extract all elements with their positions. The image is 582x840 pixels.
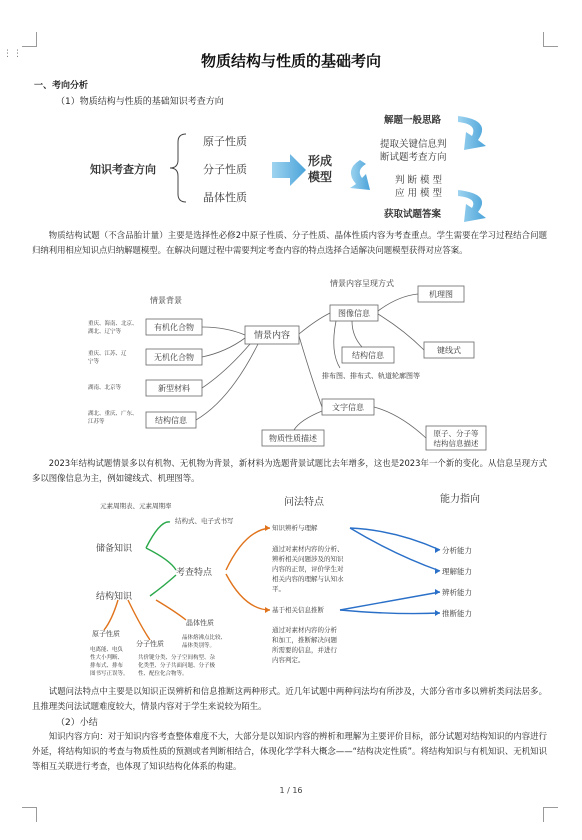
get-answer-heading: 获取试题答案	[384, 209, 442, 220]
molecule-property-node: 分子性质	[136, 640, 164, 648]
model-label-line1: 形成	[308, 154, 333, 168]
molecule-desc-line: 共价键分类、分子空间构型、杂	[138, 655, 216, 661]
scenario-content-center-node: 情景内容	[253, 331, 291, 341]
ability-direction-header: 能力指向	[440, 494, 480, 505]
info-inference-node: 基于相关信息推断	[272, 606, 324, 614]
q1-desc-line: 相关内容的理解与认知水	[272, 575, 344, 583]
region-text: 宁等	[88, 359, 100, 365]
subsection-heading: （1）物质结构与性质的基础知识考查方向	[56, 97, 224, 107]
inorganic-compound-node: 无机化合物	[154, 353, 194, 362]
region-text: 江苏等	[88, 419, 105, 425]
atom-desc-line: 排布式、排布	[90, 663, 124, 669]
q1-desc-line: 通过对素材内容的分析、	[272, 545, 344, 553]
atom-desc-line: 图书写正误等。	[90, 671, 129, 677]
question-features-header: 问法特点	[284, 497, 324, 508]
page-title: 物质结构与性质的基础考向	[200, 52, 381, 70]
molecule-property-item: 分子性质	[203, 163, 247, 176]
region-text: 重庆、海南、北京、	[88, 321, 138, 327]
scenario-background-header: 情景背景	[150, 296, 182, 305]
q2-desc-line: 通过对素材内容的分析	[272, 626, 337, 634]
crystal-desc-line: 晶体类别等。	[182, 643, 216, 649]
q2-desc-line: 和加工，推断解决问题	[272, 636, 337, 644]
formula-writing-text: 结构式、电子式书写	[175, 517, 234, 525]
solve-thinking-heading: 解题一般思路	[384, 115, 442, 126]
step-apply-model: 应 用 模 型	[395, 188, 443, 199]
periodic-table-text: 元素周期表、元素周期率	[100, 502, 172, 510]
discrimination-ability-node: 辨析能力	[442, 588, 472, 597]
text-target-line1: 原子、分子等	[433, 429, 479, 438]
q1-desc-line: 辨析相关问题涉及的知识	[272, 555, 344, 563]
structure-info-node: 结构信息	[352, 351, 384, 360]
q2-desc-line: 内容判定。	[272, 656, 305, 664]
property-description-node: 物质性质描述	[269, 434, 317, 443]
mechanism-diagram-node: 机理图	[429, 290, 453, 299]
structure-knowledge-node: 结构知识	[96, 592, 133, 602]
crystal-property-node: 晶体性质	[186, 619, 214, 627]
page-number: 1 / 16	[279, 786, 303, 795]
image-info-node: 图像信息	[338, 309, 370, 318]
drag-handle-icon[interactable]: ⋮⋮	[3, 49, 23, 59]
region-text: 湖南、北京等	[88, 385, 122, 391]
image-types-text: 排布图、排布式、轨道轮廓图等	[322, 372, 420, 380]
crystal-property-item: 晶体性质	[203, 191, 247, 204]
text-target-line2: 结构信息描述	[433, 439, 479, 448]
q2-desc-line: 所需要的信息，并进行	[272, 646, 337, 654]
molecule-desc-line: 化类型、分子共面问题、分子极	[138, 663, 216, 669]
subsection-heading: （2）小结	[56, 718, 98, 728]
knowledge-direction-label: 知识考查方向	[90, 163, 156, 176]
understanding-ability-node: 理解能力	[442, 567, 472, 576]
paragraph: 知识内容方向：对于知识内容考查整体难度不大，大部分是以知识内容的辨析和理解为主要评价目标，部分试题对结构知识的内容进行外延，将结构知识的考查与物质性质的预测或者判断相结合，体现化学学科大概念——“结构决定性质”。将结构知识与有机知识、无机知识等相互关联进行考查，也体现了知识结构化体系的构建。	[32, 731, 547, 771]
region-text: 湖北、重庆、广东、	[88, 411, 138, 417]
stored-knowledge-node: 储备知识	[96, 544, 133, 554]
knowledge-discrimination-node: 知识辨析与理解	[272, 524, 318, 532]
atom-desc-line: 性大小判断、	[90, 655, 124, 661]
atom-property-item: 原子性质	[203, 135, 247, 148]
presentation-way-header: 情景内容呈现方式	[330, 279, 394, 288]
inference-ability-node: 推断能力	[442, 609, 472, 618]
region-text: 重庆、江苏、辽	[88, 351, 127, 357]
new-material-node: 新型材料	[158, 384, 190, 393]
section-heading: 一、考向分析	[34, 81, 89, 91]
step-extract-line2: 断试题考查方向	[380, 152, 447, 163]
q1-desc-line: 内容的正误，评价学生对	[272, 565, 344, 573]
q1-desc-line: 平。	[272, 585, 285, 593]
paragraph: 2023年结构试题情景多以有机物、无机物为背景，新材料为选题背景试题比去年增多，这也是2023年一个新的变化。从信息呈现方式多以图像信息为主，例如键线式、机理图等。	[32, 458, 547, 483]
atom-desc-line: 电离能、电负	[90, 647, 124, 653]
structure-info-node: 结构信息	[155, 416, 187, 425]
paragraph: 试题问法特点中主要是以知识正误辨析和信息推断这两种形式。近几年试题中两种问法均有所涉及，大部分省市多以辨析类问法居多。且推理类问法试题难度较大，情景内容对于学生来说较为陌生。	[32, 686, 547, 711]
atom-property-node: 原子性质	[92, 630, 120, 638]
step-judge-model: 判 断 模 型	[395, 175, 443, 186]
text-info-node: 文字信息	[332, 403, 364, 412]
region-text: 湖北、辽宁等	[88, 329, 122, 335]
step-extract-line1: 提取关键信息判	[380, 139, 447, 150]
paragraph: 物质结构试题（不含品胎计量）主要是选择性必修2中原子性质、分子性质、晶体性质内容为考查重点。学生需要在学习过程结合问题归纳利用相应知识点归纳解题模型。在解决问题过程中需要判定考查内容的特点选择合适解决问题模型获得对应答案。	[32, 230, 547, 255]
line-style-node: 键线式	[437, 346, 461, 355]
crystal-desc-line: 晶体熔沸点比较、	[182, 635, 227, 641]
organic-compound-node: 有机化合物	[154, 323, 194, 332]
analysis-ability-node: 分析能力	[442, 546, 472, 555]
model-label-line2: 模型	[308, 170, 333, 184]
exam-features-node: 考查特点	[176, 568, 213, 578]
molecule-desc-line: 性、配位化合物等。	[138, 671, 188, 677]
